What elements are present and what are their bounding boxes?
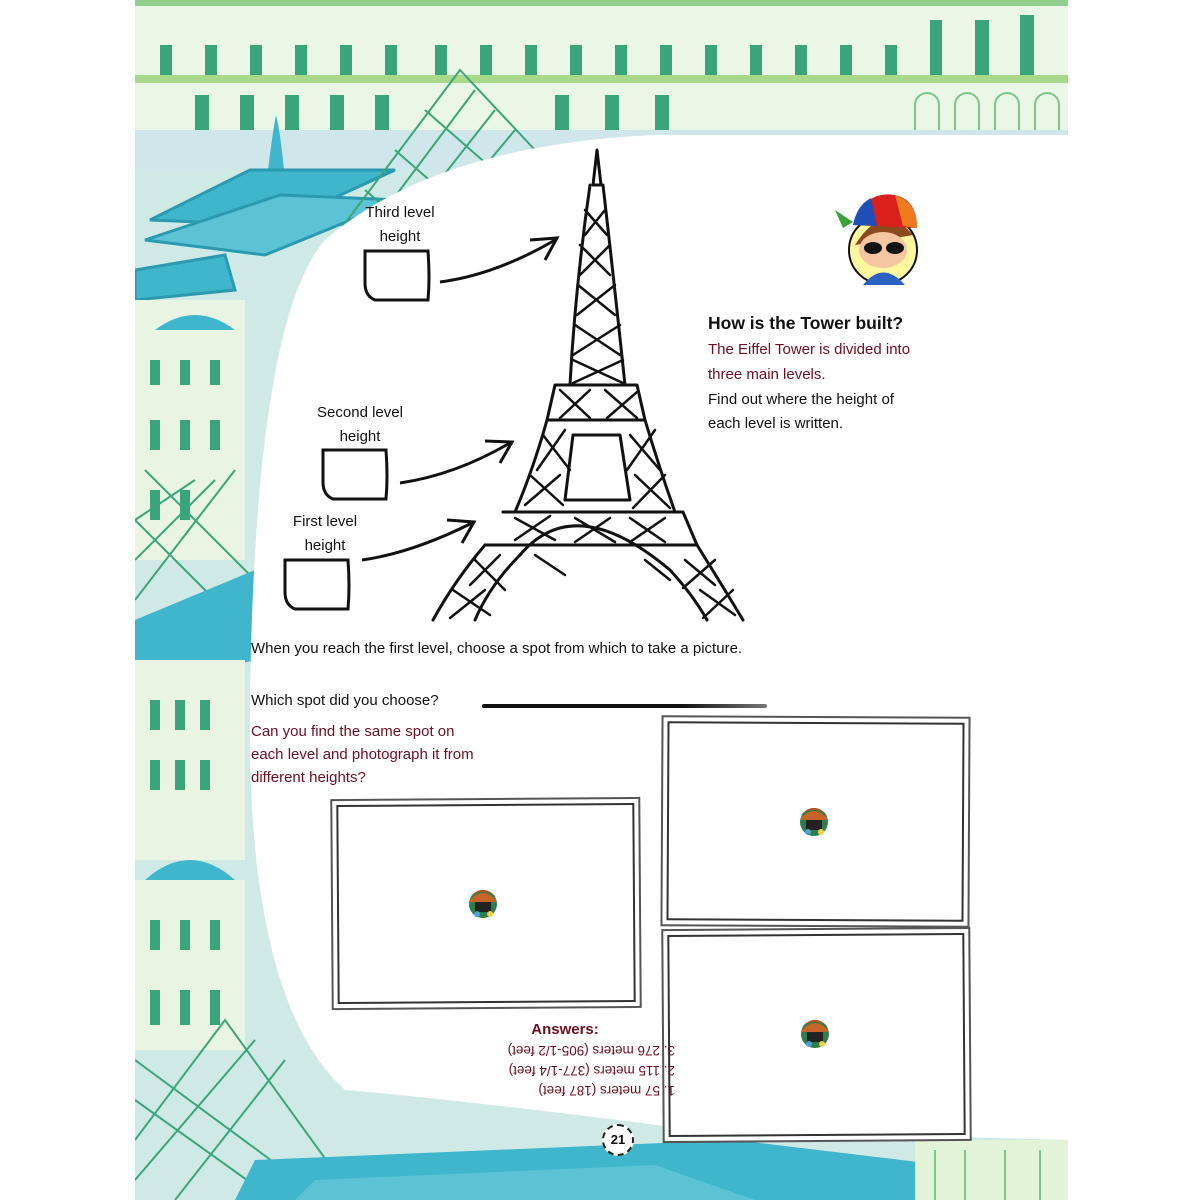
answers-title: Answers: (531, 1021, 599, 1038)
section-heading: How is the Tower built? (708, 313, 904, 333)
boy-mascot-mini-icon (465, 882, 501, 922)
photo-frame-3[interactable] (667, 933, 965, 1137)
answer-item: 3. 276 meters (905-1/2 feet) (507, 1043, 675, 1058)
third-level-answer-box[interactable] (360, 248, 435, 303)
intro-line-2: three main levels. (708, 366, 826, 383)
arrow-to-second-level (395, 435, 520, 490)
label-line-1: First level (292, 513, 358, 530)
label-line-2: height (379, 228, 421, 245)
page-number: 21 (602, 1124, 634, 1156)
intro-line-4: each level is written. (708, 415, 844, 432)
activity-instruction: When you reach the first level, choose a spot from which to take a picture. (251, 640, 743, 657)
label-line-2: height (304, 537, 346, 554)
second-level-answer-box[interactable] (318, 447, 393, 502)
photo-frame-1[interactable] (336, 803, 635, 1004)
boy-mascot-mini-icon (796, 800, 832, 840)
workbook-page (135, 0, 1068, 1200)
answers-list (435, 1040, 695, 1100)
label-line-2: height (339, 428, 381, 445)
photo-frame-2[interactable] (666, 721, 964, 922)
prompt-line-3: different heights? (251, 769, 366, 786)
arrow-to-third-level (435, 230, 565, 290)
spot-question: Which spot did you choose? (251, 692, 439, 709)
label-line-1: Second level (317, 404, 403, 421)
intro-line-3: Find out where the height of (708, 391, 894, 408)
first-level-answer-box[interactable] (280, 557, 355, 612)
prompt-line-1: Can you find the same spot on (251, 723, 455, 740)
answer-item: 1. 57 meters (187 feet) (538, 1083, 675, 1098)
label-line-1: Third level (365, 204, 435, 221)
spot-answer-line[interactable] (482, 704, 767, 708)
answer-item: 2. 115 meters (377-1/4 feet) (508, 1063, 675, 1078)
boy-mascot-icon (825, 190, 935, 290)
prompt-line-2: each level and photograph it from (251, 746, 474, 763)
intro-line-1: The Eiffel Tower is divided into (708, 341, 911, 358)
boy-mascot-mini-icon (797, 1012, 833, 1052)
answers-section (435, 1020, 695, 1100)
arrow-to-first-level (357, 515, 482, 565)
